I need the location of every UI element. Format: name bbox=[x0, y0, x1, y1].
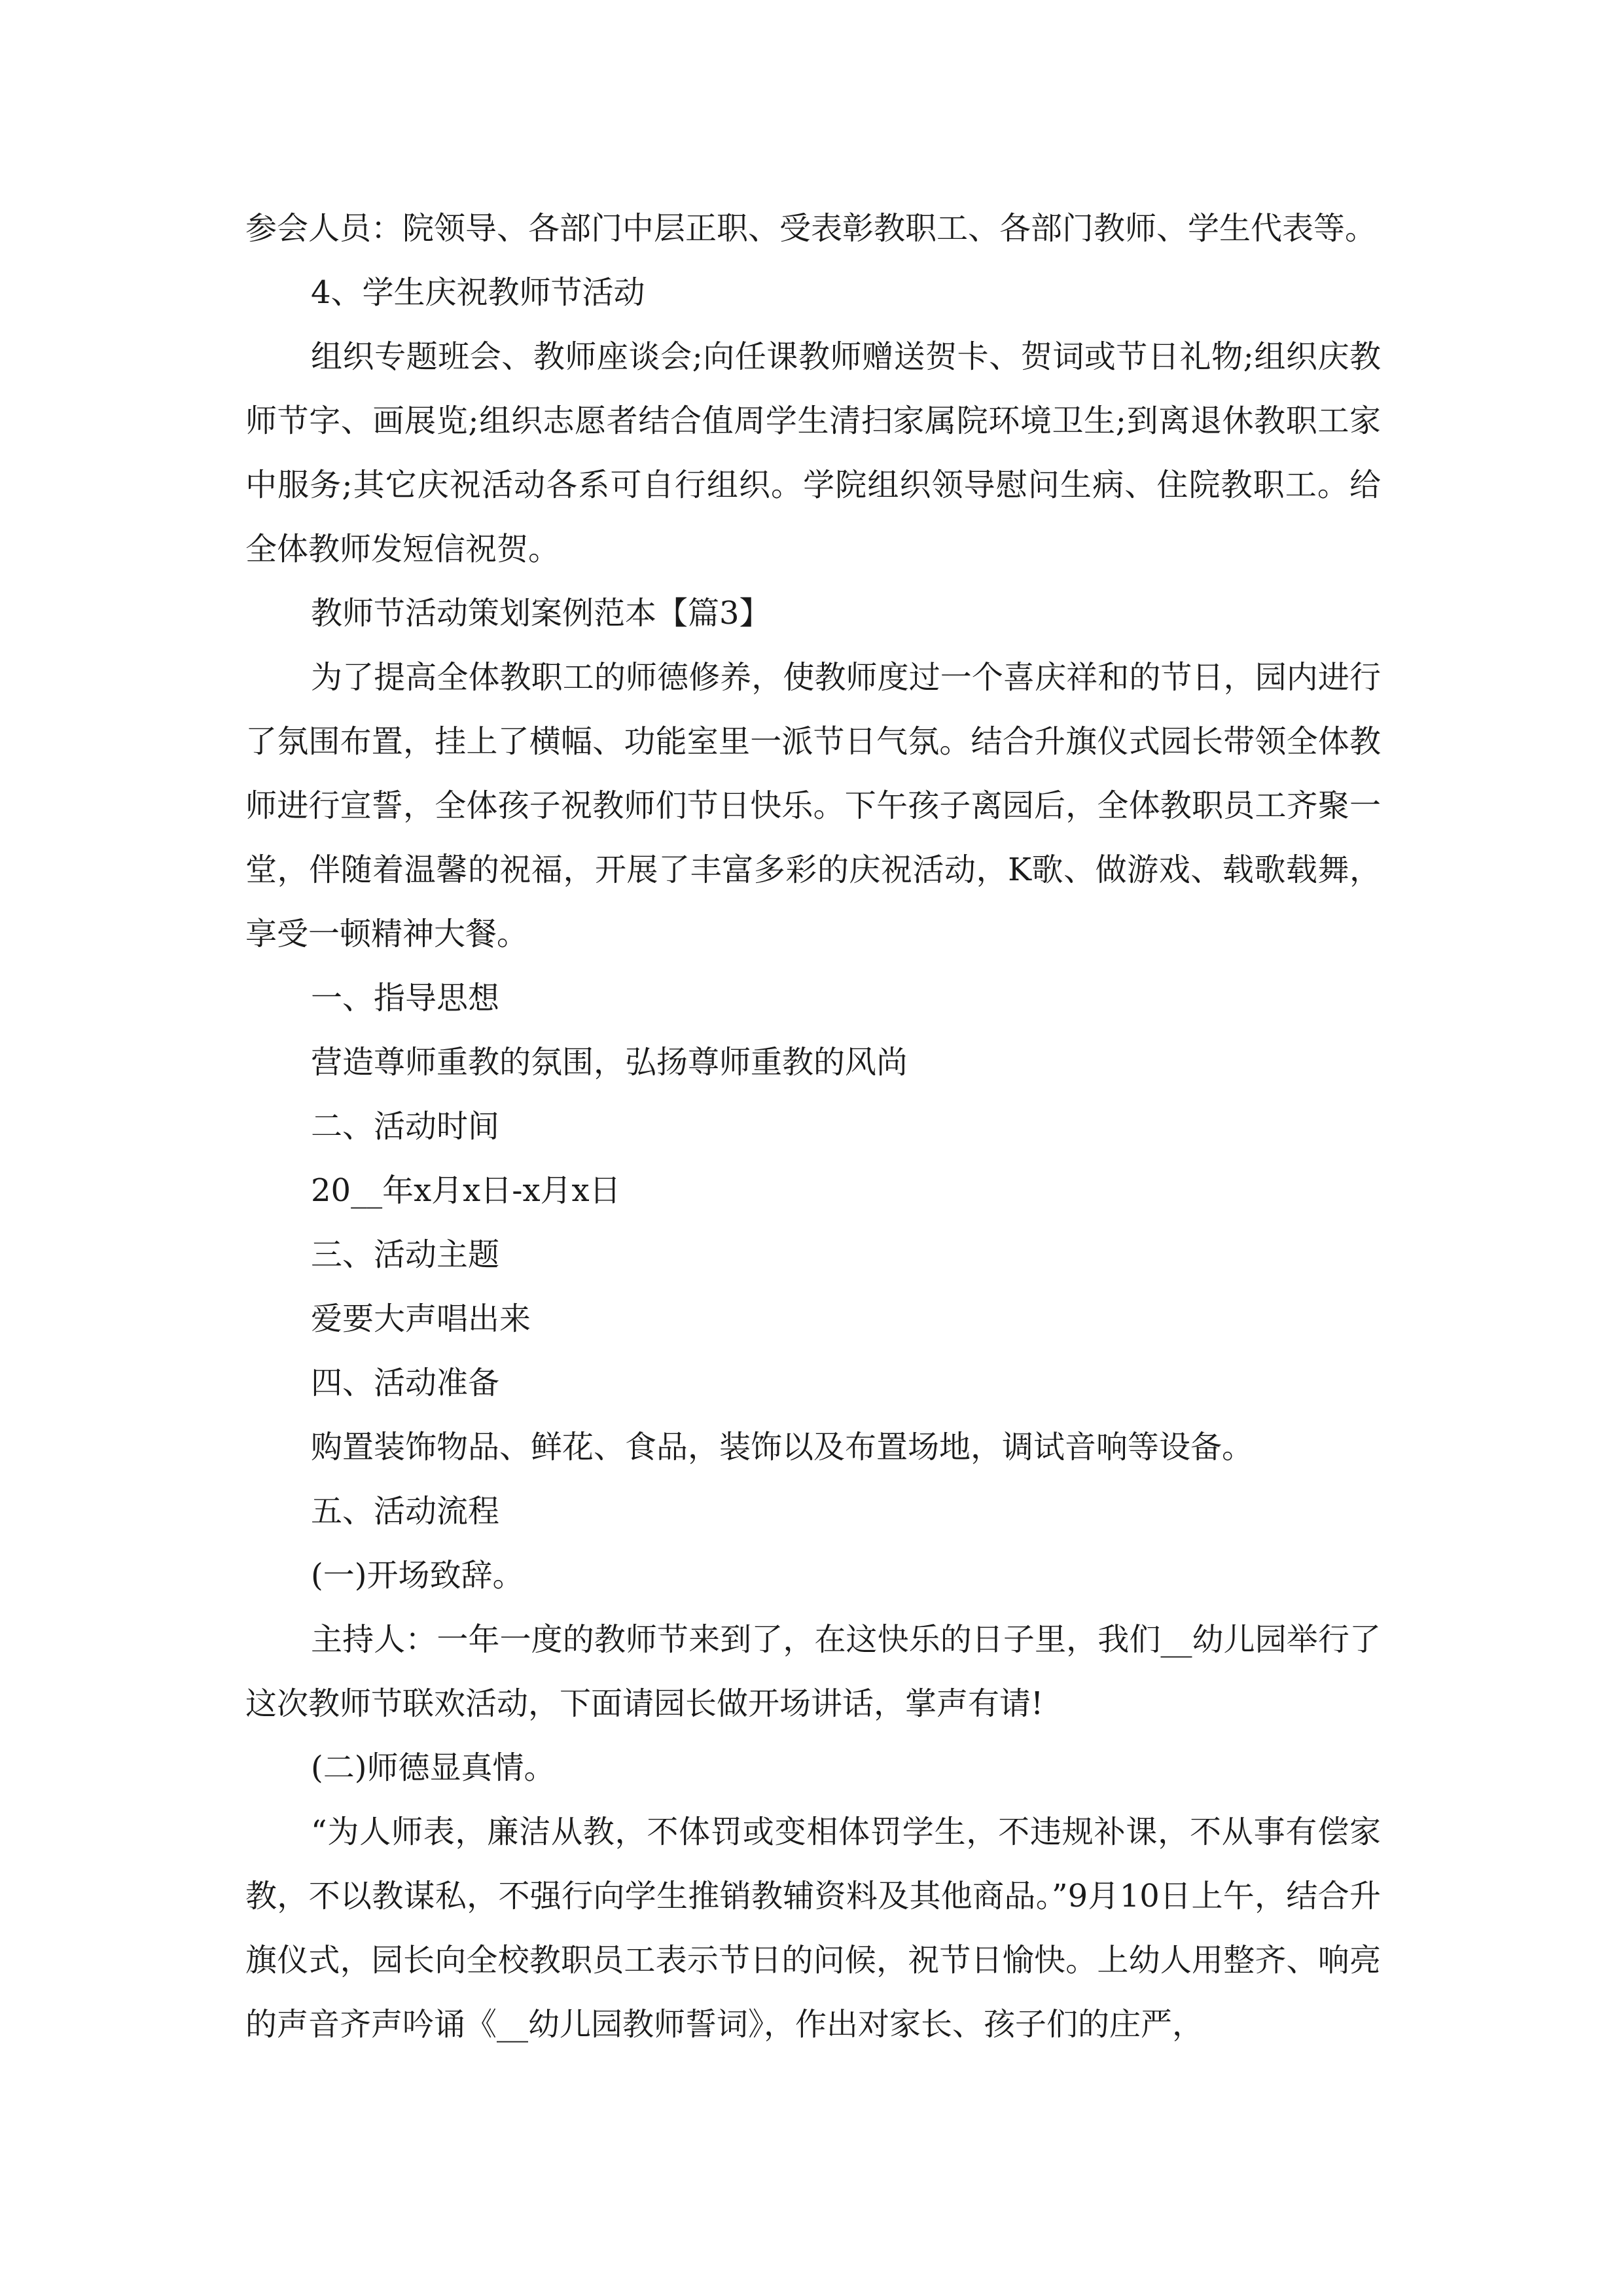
paragraph-flow-1: (一)开场致辞。 bbox=[311, 1557, 524, 1594]
paragraph-host: 主持人：一年一度的教师节来到了，在这快乐的日子里，我们__幼儿园举行了这次教师节联欢活动，下面请园长做开场讲话，掌声有请! bbox=[245, 1621, 1381, 1722]
paragraph-theme: 爱要大声唱出来 bbox=[311, 1300, 531, 1337]
paragraph-h-time: 二、活动时间 bbox=[311, 1108, 500, 1145]
paragraph-h-flow: 五、活动流程 bbox=[311, 1493, 500, 1530]
paragraph-pledge: “为人师表，廉洁从教，不体罚或变相体罚学生，不违规补课，不从事有偿家教，不以教谋私，不强行向学生推销教辅资料及其他商品。”9月10日上午，结合升旗仪式，园长向全校教职员工表示节日的问候，祝节日愉快。上幼人用整齐、响亮的声音齐声吟诵《__幼儿园教师誓词》，作出对家长、孩子们的庄严， bbox=[245, 1814, 1381, 2043]
paragraph-guiding: 营造尊师重教的氛围，弘扬尊师重教的风尚 bbox=[311, 1044, 908, 1081]
paragraph-intro: 为了提高全体教职工的师德修养，使教师度过一个喜庆祥和的节日，园内进行了氛围布置，挂上了横幅、功能室里一派节日气氛。结合升旗仪式园长带领全体教师进行宣誓，全体孩子祝教师们节日快乐。下午孩子离园后，全体教职员工齐聚一堂，伴随着温馨的祝福，开展了丰富多彩的庆祝活动，K歌、做游戏、载歌载舞，享受一顿精神大餐。 bbox=[245, 659, 1381, 952]
paragraph-flow-2: (二)师德显真情。 bbox=[311, 1749, 556, 1786]
paragraph-heading-4: 4、学生庆祝教师节活动 bbox=[311, 274, 645, 311]
paragraph-time: 20__年x月x日-x月x日 bbox=[311, 1172, 621, 1209]
paragraph-section-title: 教师节活动策划案例范本【篇3】 bbox=[311, 595, 771, 632]
paragraph-h-prep: 四、活动准备 bbox=[311, 1365, 500, 1401]
paragraph-h-guiding: 一、指导思想 bbox=[311, 980, 500, 1016]
paragraph-prep: 购置装饰物品、鲜花、食品，装饰以及布置场地，调试音响等设备。 bbox=[311, 1429, 1254, 1465]
paragraph-attendees: 参会人员：院领导、各部门中层正职、受表彰教职工、各部门教师、学生代表等。 bbox=[245, 210, 1377, 247]
document-body bbox=[245, 196, 1381, 2056]
paragraph-student-activities: 组织专题班会、教师座谈会;向任课教师赠送贺卡、贺词或节日礼物;组织庆教师节字、画展览;组织志愿者结合值周学生清扫家属院环境卫生;到离退休教职工家中服务;其它庆祝活动各系可自行组织。学院组织领导慰问生病、住院教职工。给全体教师发短信祝贺。 bbox=[245, 338, 1381, 567]
paragraph-h-theme: 三、活动主题 bbox=[311, 1236, 500, 1273]
